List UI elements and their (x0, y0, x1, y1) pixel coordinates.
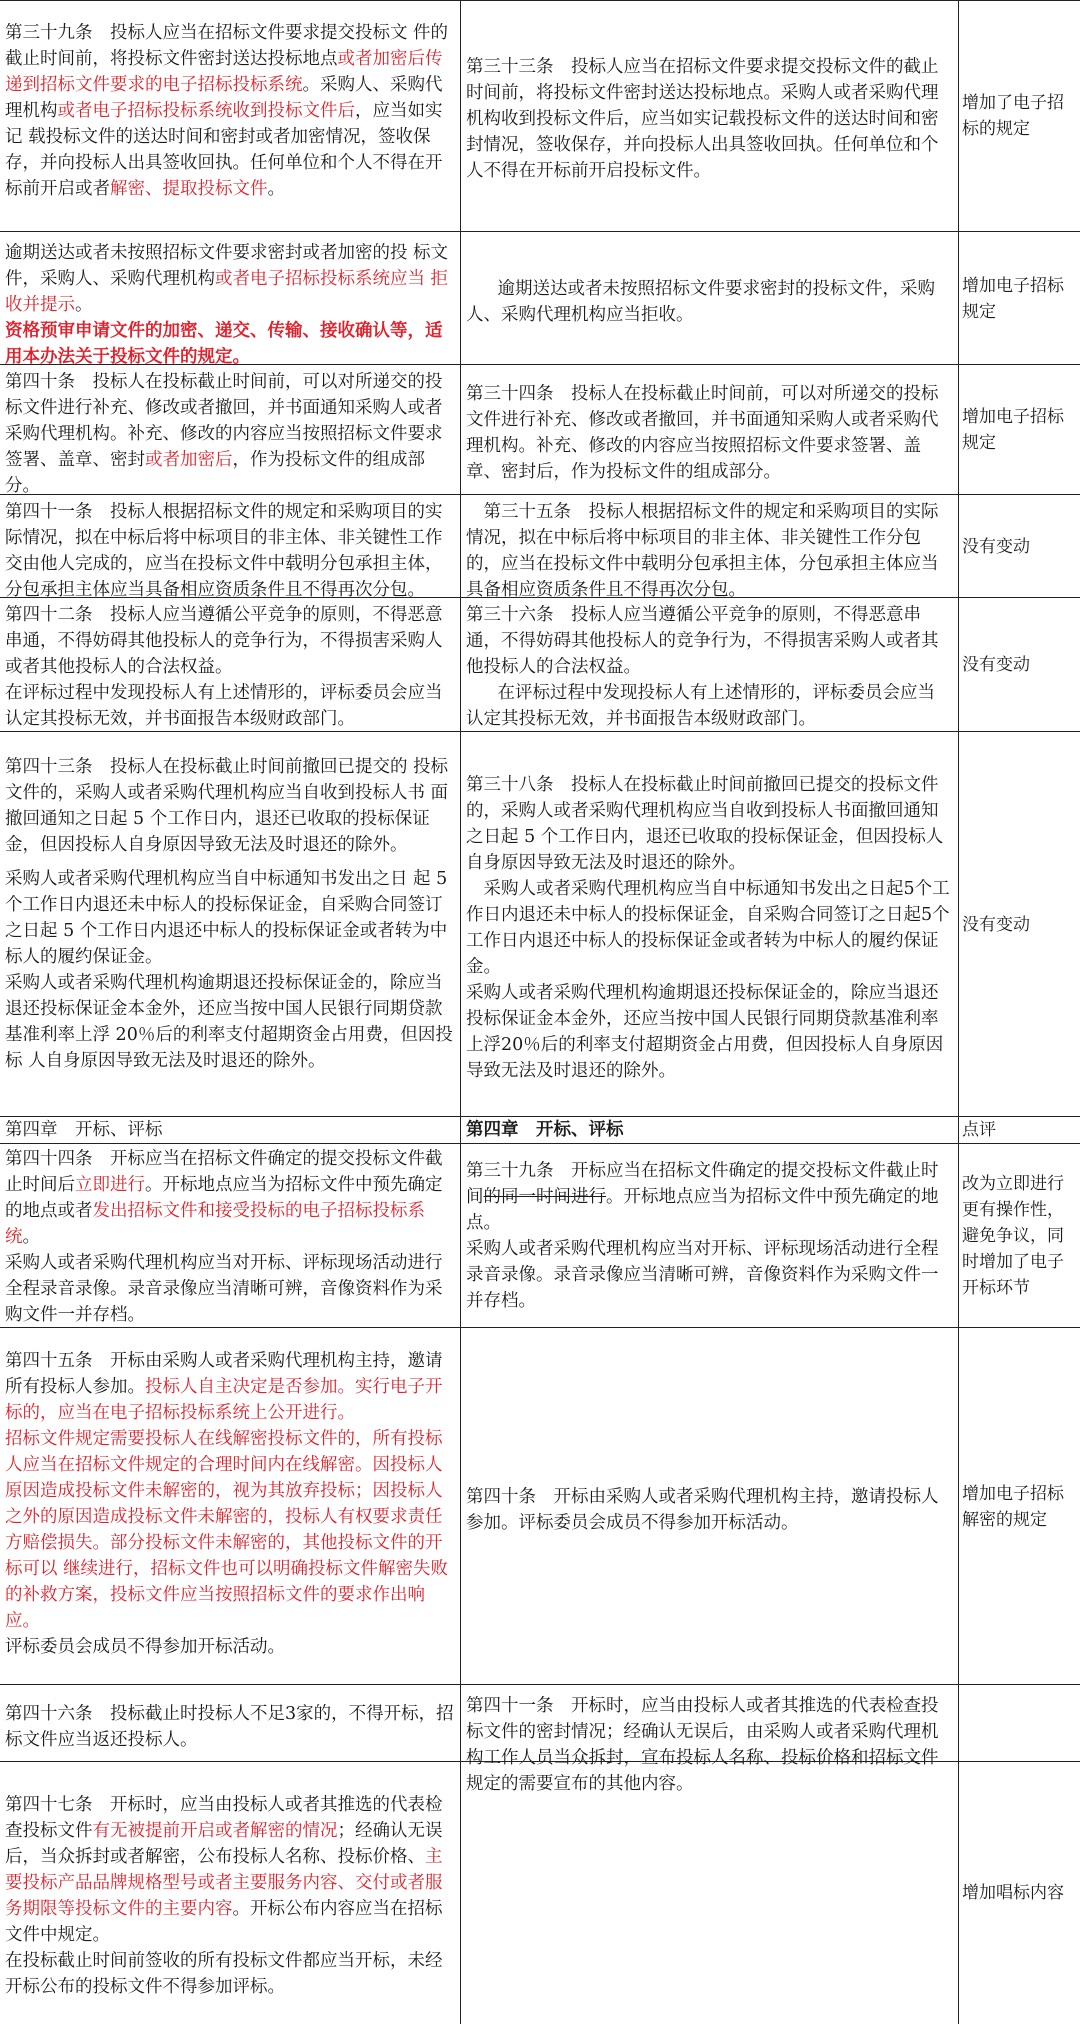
table-row (0, 1685, 1080, 1794)
comment-cell (959, 495, 1080, 598)
new-rule-text: 第四十三条 投标人在投标截止时间前撤回已提交的 投标文件的，采购人或者采购代理机构应当自收到投标人书 面撤回通知之日起 5 个工作日内，退还已收取的投标保证 金，但因投标人自身原因导致无法及时退还的除外。 (5, 757, 449, 855)
highlight-text: 或者电子招标投标系统收到投标文件后 (57, 101, 355, 121)
highlight-text: 解密、提取投标文件 (110, 179, 268, 199)
comment-cell (959, 1685, 1080, 1762)
row-divider (0, 231, 1080, 232)
comment-text: 没有变动 (962, 914, 1030, 935)
comment-cell (959, 365, 1080, 495)
row-divider (0, 364, 1080, 365)
old-rule-text: 在评标过程中发现投标人有上述情形的，评标委员会应当认定其投标无效，并书面报告本级财政部门。 (466, 683, 935, 729)
comment-cell (959, 598, 1080, 732)
table-row (0, 732, 1080, 1117)
table-row (0, 232, 1080, 365)
new-rule-text: 采购人或者采购代理机构应当对开标、评标现场活动进行全程录音录像。录音录像应当清晰可辨，音像资料作为采购文件一并存档。 (5, 1253, 443, 1325)
new-rule-cell (0, 598, 461, 732)
new-rule-cell (0, 0, 461, 232)
old-rule-cell (461, 1685, 959, 1794)
new-rule-text: 采购人或者采购代理机构逾期退还投标保证金的，除应当退还投标保证金本金外，还应当按中国人民银行同期贷款 基准利率上浮 20％后的利率支付超期资金占用费，但因投标 人自身原因导致无法及时退还的除外。 (5, 973, 453, 1071)
comment-cell (959, 0, 1080, 232)
text: 。 (267, 179, 285, 199)
old-rule-text: 第三十五条 投标人根据招标文件的规定和采购项目的实际情况，拟在中标后将中标项目的非主体、非关键性工作分包的，应当在投标文件中载明分包承担主体，分包承担主体应当具备相应资质条件且不得再次分包。 (466, 502, 939, 600)
table-row (0, 1762, 1080, 2024)
text: 。 (22, 1227, 40, 1247)
text: 。 (75, 295, 93, 315)
new-rule-text: 第四十六条 投标截止时投标人不足3家的，不得开标，招标文件应当返还投标人。 (5, 1704, 454, 1750)
highlight-text: 或者加密后传递到招标文件要求的电子招标投标系统 (5, 49, 443, 95)
old-rule-cell (461, 732, 959, 1117)
old-rule-text: 采购人或者采购代理机构应当对开标、评标现场活动进行全程录音录像。录音录像应当清晰可辨，音像资料作为采购文件一并存档。 (466, 1239, 939, 1311)
text: 第四十五条 开标由采购人或者采购代理机构主持，邀请所有投标人参加。 (5, 1351, 443, 1397)
text: 。采购人、采购代 理机构 (5, 75, 443, 121)
old-rule-text: 第三十六条 投标人应当遵循公平竞争的原则，不得恶意串通，不得妨碍其他投标人的竞争行为，不得损害采购人或者其他投标人的合法权益。 (466, 605, 939, 677)
row-divider (0, 1327, 1080, 1328)
highlight-text: 或者电子招标投标系统应当 拒收并提示 (5, 269, 449, 315)
text: ；经确认无误后，当众拆封或者解密，公布投标人名称、投标价格、 (5, 1821, 443, 1867)
old-rule-cell (461, 1762, 959, 2024)
comment-cell (959, 1762, 1080, 2024)
old-rule-cell (461, 0, 959, 232)
highlight-text: 有无被提前开启或者解密的情况 (92, 1821, 338, 1841)
highlight-text: 资格预审申请文件的加密、递交、传输、接收确认等，适用本办法关于投标文件的规定。 (5, 321, 443, 367)
comment-cell (959, 1117, 1080, 1144)
old-rule-text: 采购人或者采购代理机构逾期退还投标保证金的，除应当退还投标保证金本金外，还应当按中国人民银行同期贷款基准利率上浮20％后的利率支付超期资金占用费，但因投标人自身原因导致无法及时退还的除外。 (466, 982, 944, 1081)
row-divider (0, 731, 1080, 732)
new-rule-cell (0, 1117, 461, 1144)
text: ，应当如实记 载投标文件的送达时间和密封或者加密情况，签收保存，并向投标人出具签收回执。任何单位和个人不得在开标前开启或者 (5, 101, 443, 199)
new-rule-cell (0, 1685, 461, 1762)
comment-text: 增加电子招标规定 (962, 275, 1064, 322)
text: 第四十条 投标人在投标截止时间前，可以对所递交的投标文件进行补充、修改或者撤回，并书面通知采购人或者采购代理机构。补充、修改的内容应当按照招标文件要求签署、盖章、密封 (5, 372, 443, 470)
new-rule-cell (0, 1762, 461, 2024)
chapter-title: 第四章 开标、评标 (466, 1120, 624, 1140)
old-rule-text: 第三十四条 投标人在投标截止时间前，可以对所递交的投标文件进行补充、修改或者撤回，并书面通知采购人或者采购代理机构。补充、修改的内容应当按照招标文件要求签署、盖章、密封后，作为投标文件的组成部分。 (466, 384, 939, 482)
row-divider (0, 1116, 1080, 1117)
deleted-text: 的同一时间进行 (483, 1187, 606, 1207)
table-row (0, 365, 1080, 495)
text: 。开标地点应当为招标文件中预先确定的地点。 (466, 1187, 939, 1233)
chapter-title: 第四章 开标、评标 (5, 1120, 163, 1140)
text: ，作为投标文件的组成部分。 (5, 450, 425, 496)
text: 第三十九条 开标应当在招标文件确定的提交投标文件截止时间 (466, 1161, 939, 1207)
new-rule-text: 第四十一条 投标人根据招标文件的规定和采购项目的实际情况，拟在中标后将中标项目的非主体、非关键性工作交由他人完成的，应当在投标文件中载明分包承担主体，分包承担主体应当具备相应资质条件且不得再次分包。 (5, 502, 443, 600)
highlight-text: 招标文件规定需要投标人在线解密投标文件的，所有投标人应当在招标文件规定的合理时间内在线解密。因投标人 原因造成投标文件未解密的，视为其放弃投标；因投标人之外的原因造成投标文件未解密的，投标人有权要求责任方赔偿损失。部分投标文件未解密的，其他投标文件的开标可以 继续进行，招标文件也可以明确投标文件解密失败的补救方案，投标文件应当按照招标文件的要求作出响应。 (5, 1429, 449, 1631)
highlight-text: 或者加密后 (145, 450, 233, 470)
comment-text: 增加唱标内容 (962, 1883, 1064, 1903)
table-row (0, 1328, 1080, 1685)
comment-cell (959, 232, 1080, 365)
new-rule-text: 采购人或者采购代理机构应当自中标通知书发出之日 起 5 个工作日内退还未中标人的投标保证金，自采购合同签订之日起 5 个工作日内退还中标人的投标保证金或者转为中标人的履约保证金。 (5, 869, 448, 967)
new-rule-cell (0, 1144, 461, 1328)
highlight-text: 立即进行 (75, 1175, 145, 1195)
row-divider (0, 1761, 1080, 1762)
comment-cell (959, 1328, 1080, 1685)
text: 第四十七条 开标时，应当由投标人或者其推选的代表检查投标文件 (5, 1795, 443, 1841)
table-row (0, 1117, 1080, 1144)
old-rule-text: 第三十三条 投标人应当在招标文件要求提交投标文件的截止时间前，将投标文件密封送达投标地点。采购人或者采购代理机构收到投标文件后，应当如实记载投标文件的送达时间和密封情况，签收保存，并向投标人出具签收回执。任何单位和个人不得在开标前开启投标文件。 (466, 57, 939, 181)
text: 。开标公布内容应当在招标文件中规定。 (5, 1899, 443, 1945)
new-rule-cell (0, 732, 461, 1117)
text: 逾期送达或者未按照招标文件要求密封或者加密的投 标文件，采购人、采购代理机构 (5, 243, 449, 289)
table-row (0, 598, 1080, 732)
comment-text: 增加电子招标规定 (962, 407, 1064, 453)
highlight-text: 主要投标产品品牌规格型号或者主要服务内容、交付或者服务期限等投标文件的主要内容 (5, 1847, 443, 1919)
row-divider (0, 494, 1080, 495)
text: 。开标地点应当为招标文件中预先确定的地点或者 (5, 1175, 443, 1221)
comment-text: 没有变动 (962, 536, 1030, 557)
old-rule-text: 第四十条 开标由采购人或者采购代理机构主持，邀请投标人参加。评标委员会成员不得参加开标活动。 (466, 1486, 939, 1533)
highlight-text: 投标人自主决定是否参加。实行电子开标的，应当在电子招标投标系统上公开进行。 (5, 1377, 443, 1423)
old-rule-text: 第四十一条 开标时，应当由投标人或者其推选的代表检查投标文件的密封情况；经确认无误后，由采购人或者采购代理机构工作人员当众拆封，宣布投标人名称、投标价格和招标文件规定的需要宣布的其他内容。 (466, 1696, 939, 1794)
old-rule-text: 逾期送达或者未按照招标文件要求密封的投标文件，采购人、采购代理机构应当拒收。 (466, 278, 935, 325)
text: 第三十九条 投标人应当在招标文件要求提交投标文 件的截止时间前，将投标文件密封送达投标地点 (5, 23, 449, 69)
table-row (0, 0, 1080, 232)
row-divider (0, 1684, 1080, 1685)
new-rule-cell (0, 365, 461, 495)
table-row (0, 1144, 1080, 1328)
row-divider (0, 597, 1080, 598)
new-rule-cell (0, 495, 461, 598)
row-divider (0, 1143, 1080, 1144)
comment-text: 没有变动 (962, 655, 1030, 675)
new-rule-cell (0, 232, 461, 365)
old-rule-text: 采购人或者采购代理机构应当自中标通知书发出之日起5个工作日内退还未中标人的投标保证金，自采购合同签订之日起5个工作日内退还中标人的投标保证金或者转为中标人的履约保证金。 (466, 878, 950, 977)
comment-cell (959, 1144, 1080, 1328)
new-rule-text: 第四十二条 投标人应当遵循公平竞争的原则，不得恶意串通，不得妨碍其他投标人的竞争行为，不得损害采购人 或者其他投标人的合法权益。 (5, 605, 443, 677)
new-rule-cell (0, 1328, 461, 1685)
old-rule-cell (461, 1144, 959, 1328)
old-rule-cell (461, 232, 959, 365)
old-rule-cell (461, 1328, 959, 1685)
table-row (0, 495, 1080, 598)
comment-text: 增加电子招标解密的规定 (962, 1483, 1064, 1530)
old-rule-text: 第三十八条 投标人在投标截止时间前撤回已提交的投标文件的，采购人或者采购代理机构应当自收到投标人书面撤回通知之日起 5 个工作日内，退还已收取的投标保证金，但因投标人自身原因导致无法及时退还的除外。 (466, 774, 944, 873)
text: 第四十四条 开标应当在招标文件确定的提交投标文件截止时间后 (5, 1149, 443, 1195)
new-rule-text: 在评标过程中发现投标人有上述情形的，评标委员会应当认定其投标无效，并书面报告本级财政部门。 (5, 683, 443, 729)
old-rule-cell (461, 598, 959, 732)
row-divider (0, 0, 1080, 1)
old-rule-cell (461, 1117, 959, 1144)
comment-cell (959, 732, 1080, 1117)
new-rule-text: 在投标截止时间前签收的所有投标文件都应当开标，未经开标公布的投标文件不得参加评标。 (5, 1951, 443, 1997)
comment-text: 增加了电子招标的规定 (962, 93, 1064, 139)
old-rule-cell (461, 495, 959, 598)
comment-text: 改为立即进行更有操作性，避免争议，同时增加了电子开标环节 (962, 1174, 1064, 1298)
highlight-text: 发出招标文件和接受投标的电子招标投标系统 (5, 1201, 425, 1247)
new-rule-text: 评标委员会成员不得参加开标活动。 (5, 1637, 285, 1657)
old-rule-cell (461, 365, 959, 495)
comment-text: 点评 (962, 1120, 996, 1140)
